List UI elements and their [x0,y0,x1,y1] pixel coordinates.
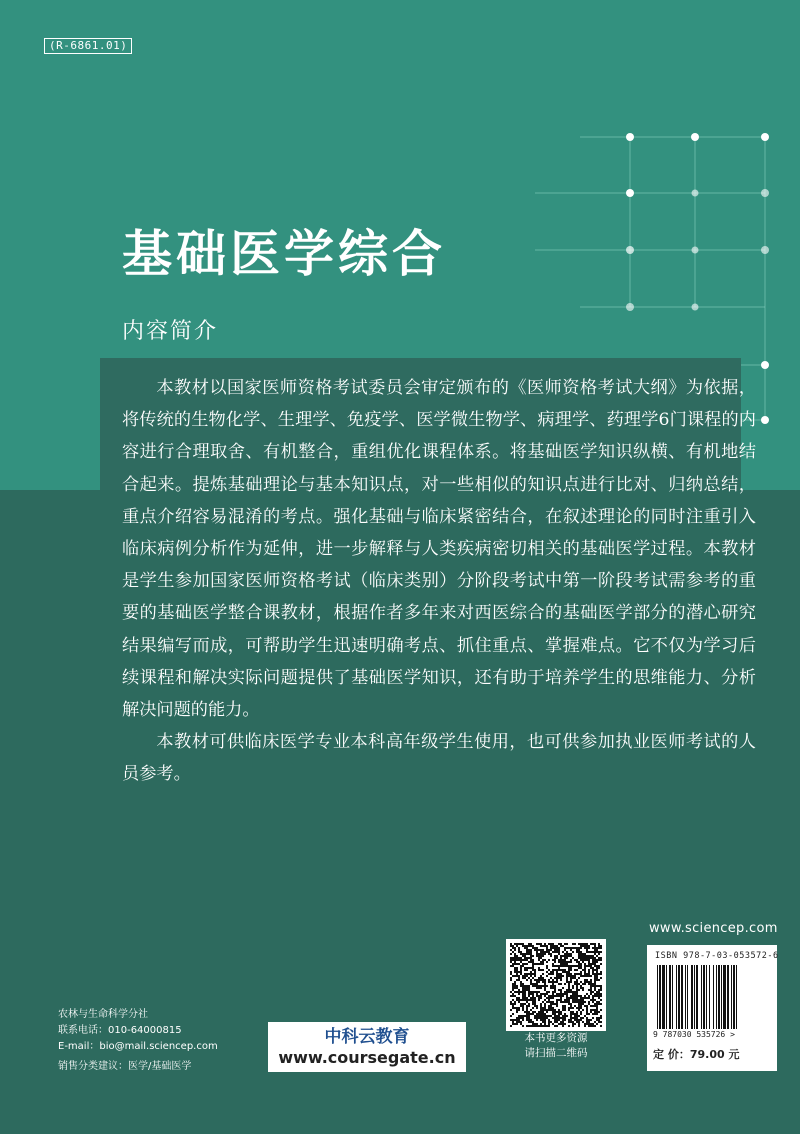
publisher-dept: 农林与生命科学分社 [58,1009,148,1020]
barcode-number: 9 787030 535726 > [653,1030,735,1039]
qr-code[interactable] [506,939,606,1031]
qr-caption-line2: 请扫描二维码 [524,1047,588,1059]
book-title: 基础医学综合 [122,224,446,283]
summary-paragraph: 本教材可供临床医学专业本科高年级学生使用，也可供参加执业医师考试的人员参考。 [122,732,756,785]
qr-caption [496,1031,616,1061]
price-label: 定 价：79.00 元 [653,1048,740,1061]
summary-paragraph: 本教材以国家医师资格考试委员会审定颁布的《医师资格考试大纲》为依据，将传统的生物化学、生理学、免疫学、医学微生物学、病理学、药理学6门课程的内容进行合理取舍、有机整合，重组优化课程体系。将基础医学知识纵横、有机地结合起来。提炼基础理论与基本知识点，对一些相似的知识点进行比对、归纳总结，重点介绍容易混淆的考点。强化基础与临床紧密结合，在叙述理论的同时注重引入临床病例分析作为延伸，进一步解释与人类疾病密切相关的基础医学过程。本教材是学生参加国家医师资格考试（临床类别）分阶段考试中第一阶段考试需参考的重要的基础医学整合课教材，根据作者多年来对西医综合的基础医学部分的潜心研究结果编写而成，可帮助学生迅速明确考点、抓住重点、掌握难点。它不仅为学习后续课程和解决实际问题提供了基础医学知识，还有助于培养学生的思维能力、分析解决问题的能力。 [122,378,756,721]
catalog-code: (R-6861.01) [44,38,132,54]
publisher-email: E-mail：bio@mail.sciencep.com [58,1041,218,1052]
qr-code-pattern [510,943,602,1027]
publisher-website: www.sciencep.com [649,921,778,936]
section-title: 内容简介 [122,319,219,344]
barcode-panel [647,945,777,1071]
coursegate-logo [268,1022,466,1072]
coursegate-name: 中科云教育 [324,1027,410,1047]
coursegate-url: www.coursegate.cn [278,1048,456,1067]
isbn-text: ISBN 978-7-03-053572-6 [655,951,779,961]
barcode-bars [655,965,769,1029]
publisher-phone: 联系电话：010-64000815 [58,1025,182,1036]
summary-text [122,372,756,791]
sales-category: 销售分类建议：医学/基础医学 [58,1061,192,1072]
publisher-info [58,1007,218,1075]
qr-caption-line1: 本书更多资源 [524,1032,588,1044]
